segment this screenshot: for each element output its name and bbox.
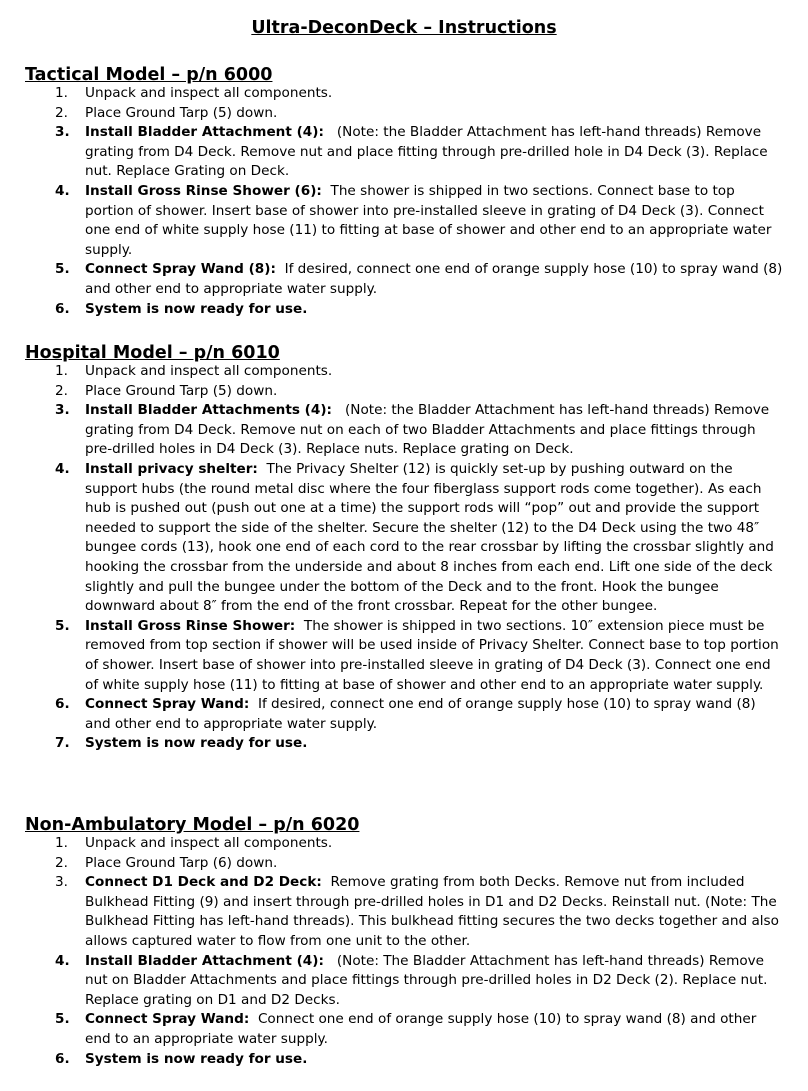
step-lead: Connect Spray Wand (8): <box>85 261 276 278</box>
step-text: Connect one end of orange supply hose (10) to spray wand (8) and other end to an appropriate water supply. <box>85 1011 757 1047</box>
step-text: Place Ground Tarp (6) down. <box>85 854 278 871</box>
list-item <box>0 854 808 874</box>
step-list <box>0 84 808 319</box>
step-number: 6. <box>55 696 70 713</box>
list-item <box>0 873 808 951</box>
section-heading: Tactical Model – p/n 6000 <box>25 65 273 85</box>
step-text: Place Ground Tarp (5) down. <box>85 382 278 399</box>
step-number: 5. <box>55 261 70 278</box>
step-number: 2. <box>55 104 68 121</box>
step-lead: Connect Spray Wand: <box>85 1011 250 1028</box>
list-item <box>0 362 808 382</box>
step-lead: System is now ready for use. <box>85 735 308 752</box>
list-item <box>0 401 808 460</box>
step-text: (Note: the Bladder Attachment has left-hand threads) Remove grating from D4 Deck. Remove nut and place fitting through pre-drilled hole in D4 Deck (3). Replace nut. Replace Grating on Deck. <box>85 124 768 180</box>
document-title: Ultra-DeconDeck – Instructions <box>251 18 557 38</box>
list-item <box>0 1010 808 1049</box>
step-number: 1. <box>55 363 68 379</box>
step-lead: Install Bladder Attachment (4): <box>85 952 324 969</box>
list-item <box>0 300 808 320</box>
list-item <box>0 382 808 402</box>
step-lead: Install Gross Rinse Shower: <box>85 617 296 634</box>
step-number: 4. <box>55 182 70 199</box>
list-item <box>0 182 808 260</box>
step-lead: Install Gross Rinse Shower (6): <box>85 182 322 199</box>
step-number: 5. <box>55 617 70 634</box>
step-lead: Connect D1 Deck and D2 Deck: <box>85 874 322 891</box>
step-text: (Note: The Bladder Attachment has left-hand threads) Remove nut on Bladder Attachments and place fittings through pre-drilled holes in D2 Deck (2). Replace nut. Replace grating on D1 and D2 Decks. <box>85 952 768 1008</box>
step-text: The Privacy Shelter (12) is quickly set-up by pushing outward on the support hubs (the round metal disc where the four fiberglass support rods come together). As each hub is pushed out (push out one at a time) the support rods will “pop” out and provide the support needed to support the side of the shelter. Secure the shelter (12) to the D4 Deck using the two 48″ bungee cords (13), hook one end of each cord to the rear crossbar by lifting the crossbar slightly and hooking the crossbar from the underside and about 8 inches from each end. Lift one side of the deck slightly and pull the bungee under the bottom of the Deck and to the front. Hook the bungee downward about 8″ from the end of the front crossbar. Repeat for the other bungee. <box>85 460 774 615</box>
step-lead: Connect Spray Wand: <box>85 696 250 713</box>
list-item <box>0 834 808 854</box>
step-text: Remove grating from both Decks. Remove nut from included Bulkhead Fitting (9) and insert through pre-drilled holes in D1 and D2 Decks. Reinstall nut. (Note: The Bulkhead Fitting has left-hand threads). This bulkhead fitting secures the two decks together and also allows captured water to flow from one unit to the other. <box>85 874 779 949</box>
step-number: 6. <box>55 1050 70 1067</box>
step-text: (Note: the Bladder Attachment has left-hand threads) Remove grating from D4 Deck. Remove nut on each of two Bladder Attachments and place fittings through pre-drilled holes in D4 Deck (3). Replace nuts. Replace grating on Deck. <box>85 402 770 458</box>
step-text: Place Ground Tarp (5) down. <box>85 104 278 121</box>
list-item <box>0 1050 808 1070</box>
list-item <box>0 734 808 754</box>
list-item <box>0 260 808 299</box>
list-item <box>0 952 808 1011</box>
step-text: If desired, connect one end of orange supply hose (10) to spray wand (8) and other end to appropriate water supply. <box>85 696 756 732</box>
list-item <box>0 104 808 124</box>
step-lead: Install Bladder Attachments (4): <box>85 402 332 419</box>
step-number: 1. <box>55 835 68 851</box>
step-number: 3. <box>55 874 68 891</box>
section-heading: Non-Ambulatory Model – p/n 6020 <box>25 815 360 835</box>
list-item <box>0 84 808 104</box>
step-number: 4. <box>55 952 70 969</box>
step-number: 6. <box>55 300 70 317</box>
step-number: 7. <box>55 735 70 752</box>
step-text: The shower is shipped in two sections. Connect base to top portion of shower. Insert base of shower into pre-installed sleeve in grating of D4 Deck (3). Connect one end of white supply hose (11) to fitting at base of shower and other end to an appropriate water supply. <box>85 182 772 258</box>
list-item <box>0 460 808 617</box>
step-number: 3. <box>55 124 70 141</box>
step-text: The shower is shipped in two sections. 10″ extension piece must be removed from top section if shower will be used inside of Privacy Shelter. Connect base to top portion of shower. Insert base of shower into pre-installed sleeve in grating of D4 Deck (3). Connect one end of white supply hose (11) to fitting at base of shower and other end to an appropriate water supply. <box>85 617 779 693</box>
step-text: If desired, connect one end of orange supply hose (10) to spray wand (8) and other end to appropriate water supply. <box>85 261 783 297</box>
list-item <box>0 123 808 182</box>
step-text: Unpack and inspect all components. <box>85 835 333 851</box>
step-lead: System is now ready for use. <box>85 1050 308 1067</box>
step-number: 2. <box>55 854 68 871</box>
step-number: 2. <box>55 382 68 399</box>
step-text: Unpack and inspect all components. <box>85 363 333 379</box>
step-list <box>0 834 808 1069</box>
list-item <box>0 695 808 734</box>
step-lead: Install privacy shelter: <box>85 460 258 477</box>
step-lead: Install Bladder Attachment (4): <box>85 124 324 141</box>
step-list <box>0 362 808 754</box>
section-heading: Hospital Model – p/n 6010 <box>25 343 280 363</box>
list-item <box>0 617 808 695</box>
step-text: Unpack and inspect all components. <box>85 85 333 101</box>
step-number: 1. <box>55 85 68 101</box>
step-number: 4. <box>55 460 70 477</box>
step-number: 3. <box>55 402 70 419</box>
step-number: 5. <box>55 1011 70 1028</box>
step-lead: System is now ready for use. <box>85 300 308 317</box>
